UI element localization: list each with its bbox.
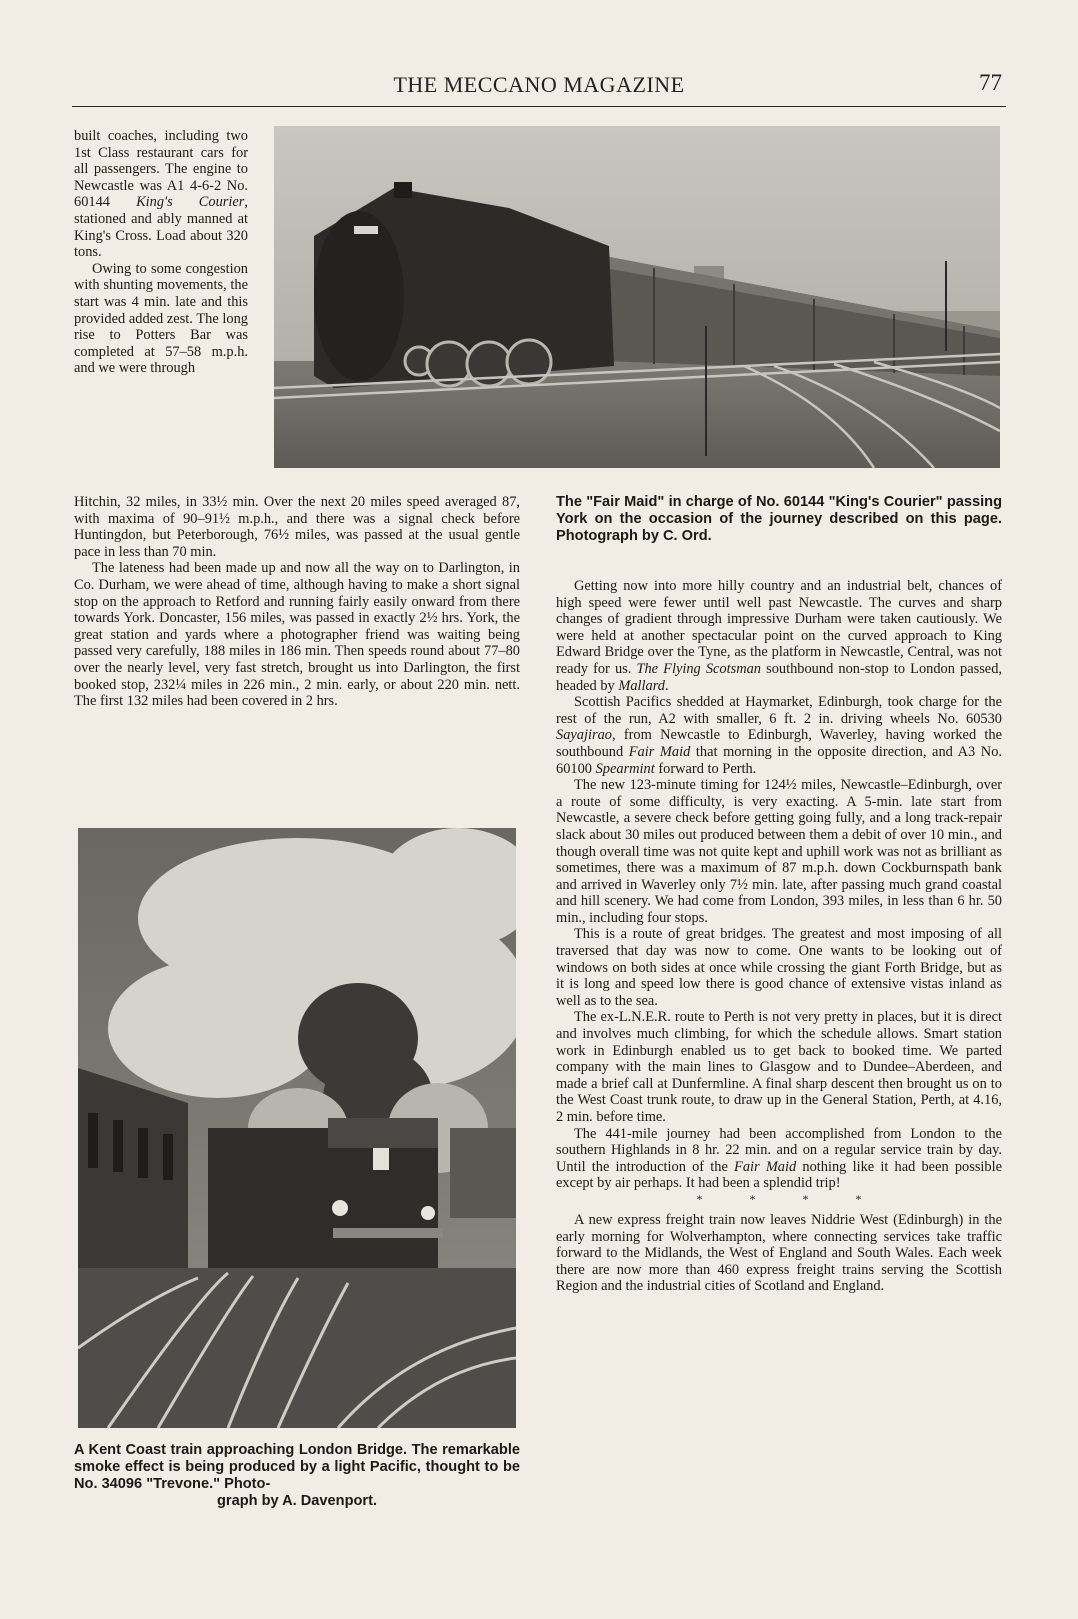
smoke-photo-graphic bbox=[78, 828, 516, 1428]
paragraph-hitchin: Hitchin, 32 miles, in 33½ min. Over the next 20 miles speed averaged 87, with maxima of 90–91½ m.p.h., and there was a signal check before Huntingdon, but Peterborough, 76½ miles, was passed at the usual gentle pace in less than 70 min. bbox=[74, 494, 520, 560]
left-narrow-column bbox=[74, 128, 248, 377]
loco-name-mallard: Mallard bbox=[618, 677, 665, 694]
loco-name-sayajirao: Sayajirao bbox=[556, 727, 612, 744]
train-name-fair-maid: Fair Maid bbox=[628, 743, 691, 760]
paragraph-123-minute: The new 123-minute timing for 124½ miles, Newcastle–Edinburgh, over a route of some difficulty, is very exacting. A 5-min. late start from Newcastle, a severe check before getting going fully, and a long track-repair slack about 30 miles out produced between them a debit of over 10 min., and though overall time was not quite kept and uphill work was not as brilliant as sometimes, there was a maximum of 87 m.p.h. down Cockburnspath bank and arrived in Waverley only 7½ min. late, after passing much grand coastal and hill scenery. We had come from London, 393 miles, in less than 6 hr. 50 min., including four stops. bbox=[556, 777, 1002, 926]
loco-name-kings-courier: King's Courier bbox=[136, 194, 245, 211]
section-separator-stars: * * * * bbox=[696, 1191, 884, 1206]
caption-bottom-photo: A Kent Coast train approaching London Bridge. The remarkable smoke effect is being produced by a light Pacific, thought to be No. 34096 "Trevone." Photo- graph by A. Davenport. bbox=[74, 1442, 520, 1509]
paragraph-express-freight: A new express freight train now leaves Niddrie West (Edinburgh) in the early morning for Wolverhampton, where connecting services take traffic forward to the Midlands, the West of England and South Wales. Each week there are now more than 460 express freight trains serving the Scottish Region and the industrial cities of Scotland and England. bbox=[556, 1211, 1002, 1295]
page-header bbox=[72, 70, 1006, 107]
train-name-flying-scotsman: The Flying Scotsman bbox=[636, 660, 761, 677]
locomotive-photo-graphic bbox=[274, 126, 1000, 468]
paragraph-hilly-country: Getting now into more hilly country and an industrial belt, chances of high speed were fewer until well past Newcastle. The curves and sharp changes of gradient through impressive Durham were taken cautiously. We were held at another spectacular point on the curved approach to King Edward Bridge over the Tyne, as the platform in Newcastle, Central, was not ready for us. The Flying Scotsman southbound non-stop to London passed, headed by Mallard. bbox=[556, 578, 1002, 694]
train-name-fair-maid-2: Fair Maid bbox=[734, 1158, 797, 1175]
caption-top-photo: The "Fair Maid" in charge of No. 60144 "King's Courier" passing York on the occasion of the journey described on this page. Photograph by C. Ord. bbox=[556, 494, 1002, 544]
paragraph-441-mile: The 441-mile journey had been accomplished from London to the southern Highlands in 8 hr. 22 min. and on a regular service train by day. Until the introduction of the Fair Maid nothing like it had been possible except by air perhaps. It had been a splendid trip! bbox=[556, 1125, 1003, 1192]
paragraph-great-bridges: This is a route of great bridges. The greatest and most imposing of all traversed that day was now to come. One wants to be looking out of windows on both sides at once while crossing the giant Forth Bridge, but as it is long and speed low there is good chance of extensive vistas inland as well as to the sea. bbox=[556, 926, 1002, 1009]
right-column bbox=[556, 578, 1002, 1295]
photo-kings-courier-york bbox=[274, 126, 1000, 468]
left-wide-column bbox=[74, 494, 520, 710]
loco-name-spearmint: Spearmint bbox=[595, 760, 655, 777]
magazine-title: THE MECCANO MAGAZINE bbox=[393, 72, 685, 97]
paragraph-perth-route: The ex-L.N.E.R. route to Perth is not very pretty in places, but it is direct and involves much climbing, for which the schedule allows. Smart station work in Edinburgh enabled us to get back to booked time. We parted company with the main lines to Glasgow and to Dundee–Aberdeen, and made a brief call at Dunfermline. A final sharp descent then brought us on to the West Coast trunk route, to draw up in the General Station, Perth, at 4.16, 2 min. before time. bbox=[556, 1009, 1002, 1125]
paragraph-darlington: The lateness had been made up and now all the way on to Darlington, in Co. Durham, we were ahead of time, although having to make a short signal stop on the approach to Retford and running fairly easily onward from there towards York. Doncaster, 156 miles, was passed in exactly 2½ hrs. York, the great station and yards where a photographer friend was waiting being passed very carefully, 188 miles in 186 min. Then speeds round about 77–80 over the nearly level, very fast stretch, brought us into Darlington, the first booked stop, 232¼ miles in 226 min., 2 min. early, or about 220 min. nett. The first 132 miles had been covered in 2 hrs. bbox=[74, 560, 520, 710]
page-number: 77 bbox=[979, 70, 1002, 95]
photo-kent-coast-train bbox=[78, 828, 516, 1428]
paragraph-scottish-pacifics: Scottish Pacifics shedded at Haymarket, Edinburgh, took charge for the rest of the run, A2 with smaller, 6 ft. 2 in. driving wheels No. 60530 Sayajirao, from Newcastle to Edinburgh, Waverley, having worked the southbound Fair Maid that morning in the opposite direction, and A3 No. 60100 Spearmint forward to Perth. bbox=[556, 694, 1002, 777]
paragraph-start-late: Owing to some congestion with shunting movements, the start was 4 min. late and this provided added zest. The long rise to Potters Bar was completed at 57–58 m.p.h. and we were through bbox=[74, 260, 248, 377]
paragraph-coaches: built coaches, including two 1st Class restaurant cars for all passengers. The engine to Newcastle was A1 4-6-2 No. 60144 King's Courier, stationed and ably manned at King's Cross. Load about 320 tons. bbox=[74, 128, 248, 261]
